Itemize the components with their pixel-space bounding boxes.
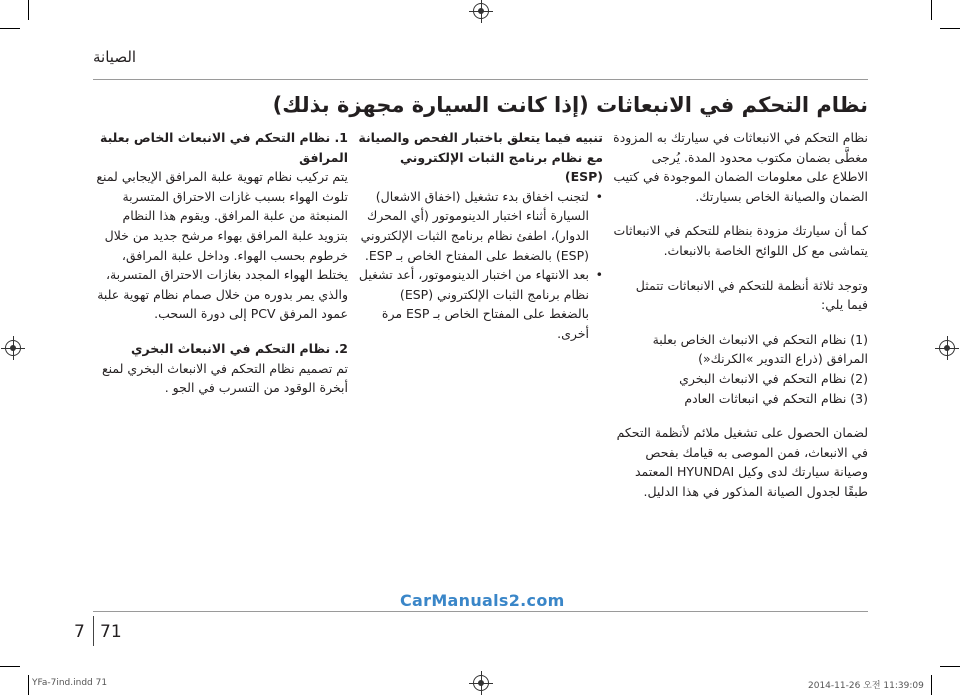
section-heading-evaporative: 2. نظام التحكم في الانبعاث البخري [131, 340, 348, 356]
page-number: 71 [100, 622, 122, 642]
page-title: نظام التحكم في الانبعاثات (إذا كانت السيارة مجهزة بذلك) [272, 93, 868, 117]
page-number-divider [93, 616, 94, 646]
systems-list-item: (3) نظام التحكم في انبعاثات العادم [684, 390, 868, 406]
registration-mark-icon [473, 3, 489, 19]
section-header: الصيانة [93, 48, 137, 66]
compliance-paragraph: كما أن سيارتك مزودة بنظام للتحكم في الانبعاثات يتماشى مع كل اللوائح الخاصة بالانبعاث. [613, 223, 868, 258]
crop-mark [28, 0, 29, 20]
crop-mark [0, 666, 20, 667]
crop-mark [940, 666, 960, 667]
header-rule [93, 79, 868, 80]
crop-mark [28, 675, 29, 695]
footer-rule [93, 611, 868, 612]
crop-mark [940, 28, 960, 29]
registration-mark-icon [939, 340, 955, 356]
caution-bullet: • لتجنب اخفاق بدء تشغيل (اخفاق الاشعال) السيارة أثناء اختبار الدينوموتور (أي المحرك الدوار)، اطفئ نظام برنامج الثبات الإلكتروني (ESP) بالضغط على المفتاح الخاص بـ ESP. [358, 187, 589, 265]
systems-list-item: (2) نظام التحكم في الانبعاث البخري [679, 370, 868, 386]
evaporative-paragraph: تم تصميم نظام التحكم في الانبعاث البخري لمنع أبخرة الوقود من التسرب في الجو . [102, 360, 348, 396]
registration-mark-icon [5, 340, 21, 356]
crop-mark [931, 0, 932, 20]
intro-paragraph: نظام التحكم في الانبعاثات في سيارتك به المزودة مغطَّى بضمان مكتوب محدود المدة. يُرجى الاطلاع على معلومات الضمان الموجودة في كتيب الضمان والصيانة الخاص بسيارتك. [613, 130, 868, 204]
column-middle [358, 128, 603, 344]
caution-heading: تنبيه فيما يتعلق باختبار الفحص والصيانة مع نظام برنامج الثبات الإلكتروني (ESP) [358, 130, 603, 185]
chapter-number: 7 [74, 622, 85, 642]
crankcase-paragraph: يتم تركيب نظام تهوية علبة المرافق الإيجابي لمنع تلوث الهواء بسبب غازات الاحتراق المتسربة المنبعثة من علبة المرافق. ويقوم هذا النظام بتزويد علبة المرافق بهواء مرشح جديد من خلال خرطوم بحسب الهواء. وداخل علبة المرافق، يختلط الهواء المجدد بغازات الاحتراق المتسربة، والذي يمر بدوره من خلال صمام نظام تهوية علبة عمود المرفق PCV إلى دورة السحب. [96, 169, 348, 322]
crop-mark [931, 675, 932, 695]
caution-bullet: • بعد الانتهاء من اختبار الدينوموتور، أعد تشغيل نظام برنامج الثبات الإلكتروني (ESP) بالضغط على المفتاح الخاص بـ ESP مرة أخرى. [358, 265, 589, 343]
systems-list-item: (1) نظام التحكم في الانبعاث الخاص بعلبة المرافق (ذراع التدوير »الكرنك«) [652, 331, 868, 367]
systems-intro: وتوجد ثلاثة أنظمة للتحكم في الانبعاثات تتمثل فيما يلي: [635, 277, 868, 313]
caution-list [358, 187, 603, 344]
service-paragraph: لضمان الحصول على تشغيل ملائم لأنظمة التحكم في الانبعاث، فمن الموصى به قيامك بفحص وصيانة سيارتك لدى وكيل HYUNDAI المعتمد طبقًا لجدول الصيانة المذكور في هذا الدليل. [616, 425, 868, 499]
registration-mark-icon [473, 675, 489, 691]
column-right [613, 128, 868, 502]
section-heading-crankcase: 1. نظام التحكم في الانبعاث الخاص بعلبة المرافق [99, 130, 348, 165]
print-slug-date: 2014-11-26 오전 11:39:09 [808, 681, 924, 691]
watermark-text[interactable]: CarManuals2.com [400, 591, 565, 610]
column-left [93, 128, 348, 398]
crop-mark [0, 28, 20, 29]
print-slug-file: YFa-7ind.indd 71 [32, 678, 108, 688]
